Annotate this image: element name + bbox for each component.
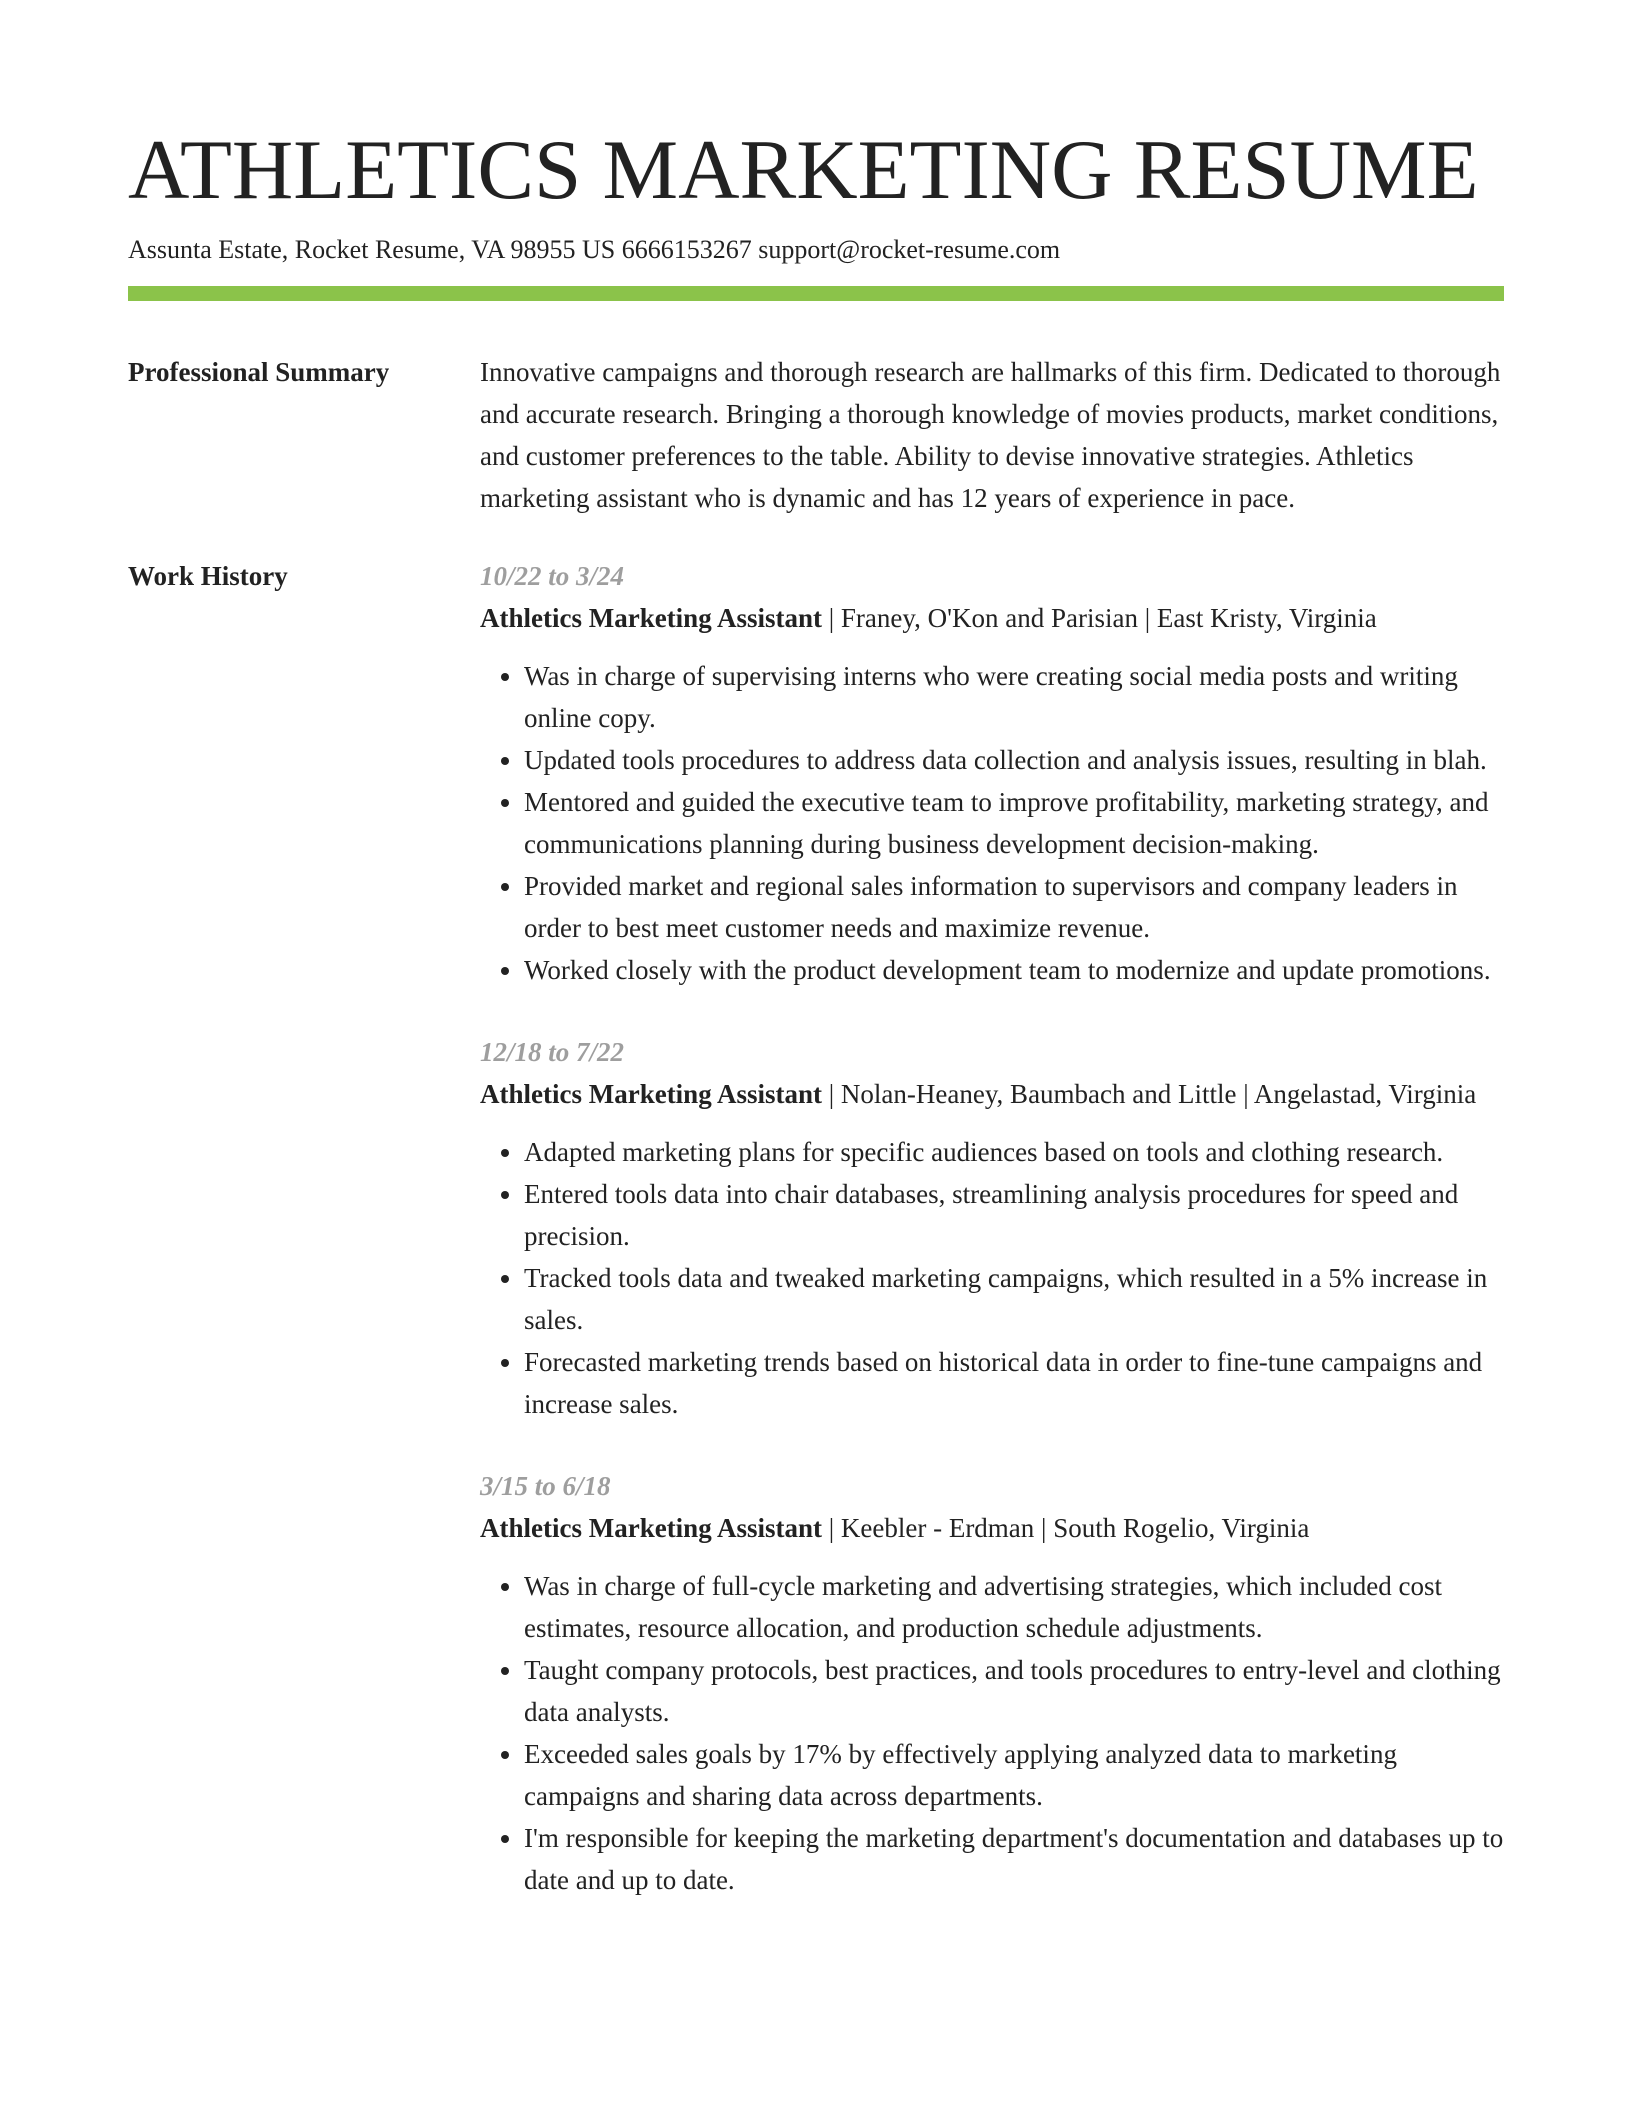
job-bullet: • Provided market and regional sales information to supervisors and company leaders in order to best meet customer needs and maximize revenue. bbox=[524, 865, 1504, 949]
job-bullet: • Mentored and guided the executive team to improve profitability, marketing strategy, and communications planning during business development decision-making. bbox=[524, 781, 1504, 865]
job-bullet: • Entered tools data into chair databases, streamlining analysis procedures for speed and precision. bbox=[524, 1173, 1504, 1257]
work-history-body bbox=[480, 555, 1504, 1941]
work-history-section bbox=[128, 555, 1504, 1941]
contact-line: Assunta Estate, Rocket Resume, VA 98955 US 6666153267 support@rocket-resume.com bbox=[128, 235, 1061, 264]
job-entry bbox=[480, 555, 1504, 991]
job-dates: 10/22 to 3/24 bbox=[480, 561, 625, 591]
resume-title: ATHLETICS MARKETING RESUME bbox=[128, 123, 1479, 217]
job-dates: 12/18 to 7/22 bbox=[480, 1037, 625, 1067]
job-bullet: • I'm responsible for keeping the marketing department's documentation and databases up to date and up to date. bbox=[524, 1817, 1504, 1901]
job-title-line bbox=[480, 1073, 1504, 1115]
summary-label: Professional Summary bbox=[128, 357, 390, 387]
job-title-line bbox=[480, 597, 1504, 639]
job-bullet-list bbox=[480, 1131, 1504, 1425]
job-bullet: • Adapted marketing plans for specific audiences based on tools and clothing research. bbox=[524, 1131, 1504, 1173]
job-details: | Franey, O'Kon and Parisian | East Kristy, Virginia bbox=[821, 603, 1377, 633]
job-role: Athletics Marketing Assistant bbox=[480, 1513, 822, 1543]
job-bullet: • Exceeded sales goals by 17% by effectively applying analyzed data to marketing campaigns and sharing data across departments. bbox=[524, 1733, 1504, 1817]
job-title-line bbox=[480, 1507, 1504, 1549]
job-bullet: • Worked closely with the product development team to modernize and update promotions. bbox=[524, 949, 1504, 991]
job-bullet: • Tracked tools data and tweaked marketing campaigns, which resulted in a 5% increase in sales. bbox=[524, 1257, 1504, 1341]
job-details: | Nolan-Heaney, Baumbach and Little | Angelastad, Virginia bbox=[821, 1079, 1477, 1109]
summary-body bbox=[480, 351, 1504, 519]
job-bullet-list bbox=[480, 655, 1504, 991]
job-role: Athletics Marketing Assistant bbox=[480, 603, 822, 633]
summary-text: Innovative campaigns and thorough research are hallmarks of this firm. Dedicated to thorough and accurate research. Bringing a thorough knowledge of movies products, market conditions, and customer preferences to the table. Ability to devise innovative strategies. Athletics marketing assistant who is dynamic and has 12 years of experience in pace. bbox=[480, 357, 1501, 513]
summary-section bbox=[128, 351, 1504, 519]
job-bullet: • Was in charge of supervising interns who were creating social media posts and writing online copy. bbox=[524, 655, 1504, 739]
job-bullet: • Taught company protocols, best practices, and tools procedures to entry-level and clothing data analysts. bbox=[524, 1649, 1504, 1733]
job-entry bbox=[480, 1031, 1504, 1425]
job-bullet: • Was in charge of full-cycle marketing and advertising strategies, which included cost estimates, resource allocation, and production schedule adjustments. bbox=[524, 1565, 1504, 1649]
job-entry bbox=[480, 1465, 1504, 1901]
job-dates: 3/15 to 6/18 bbox=[480, 1471, 611, 1501]
job-role: Athletics Marketing Assistant bbox=[480, 1079, 822, 1109]
work-history-label: Work History bbox=[128, 561, 288, 591]
job-bullet-list bbox=[480, 1565, 1504, 1901]
resume-page bbox=[128, 0, 1504, 1941]
job-bullet: • Forecasted marketing trends based on historical data in order to fine-tune campaigns and increase sales. bbox=[524, 1341, 1504, 1425]
job-bullet: • Updated tools procedures to address data collection and analysis issues, resulting in blah. bbox=[524, 739, 1504, 781]
job-details: | Keebler - Erdman | South Rogelio, Virginia bbox=[821, 1513, 1310, 1543]
accent-divider bbox=[128, 286, 1504, 301]
